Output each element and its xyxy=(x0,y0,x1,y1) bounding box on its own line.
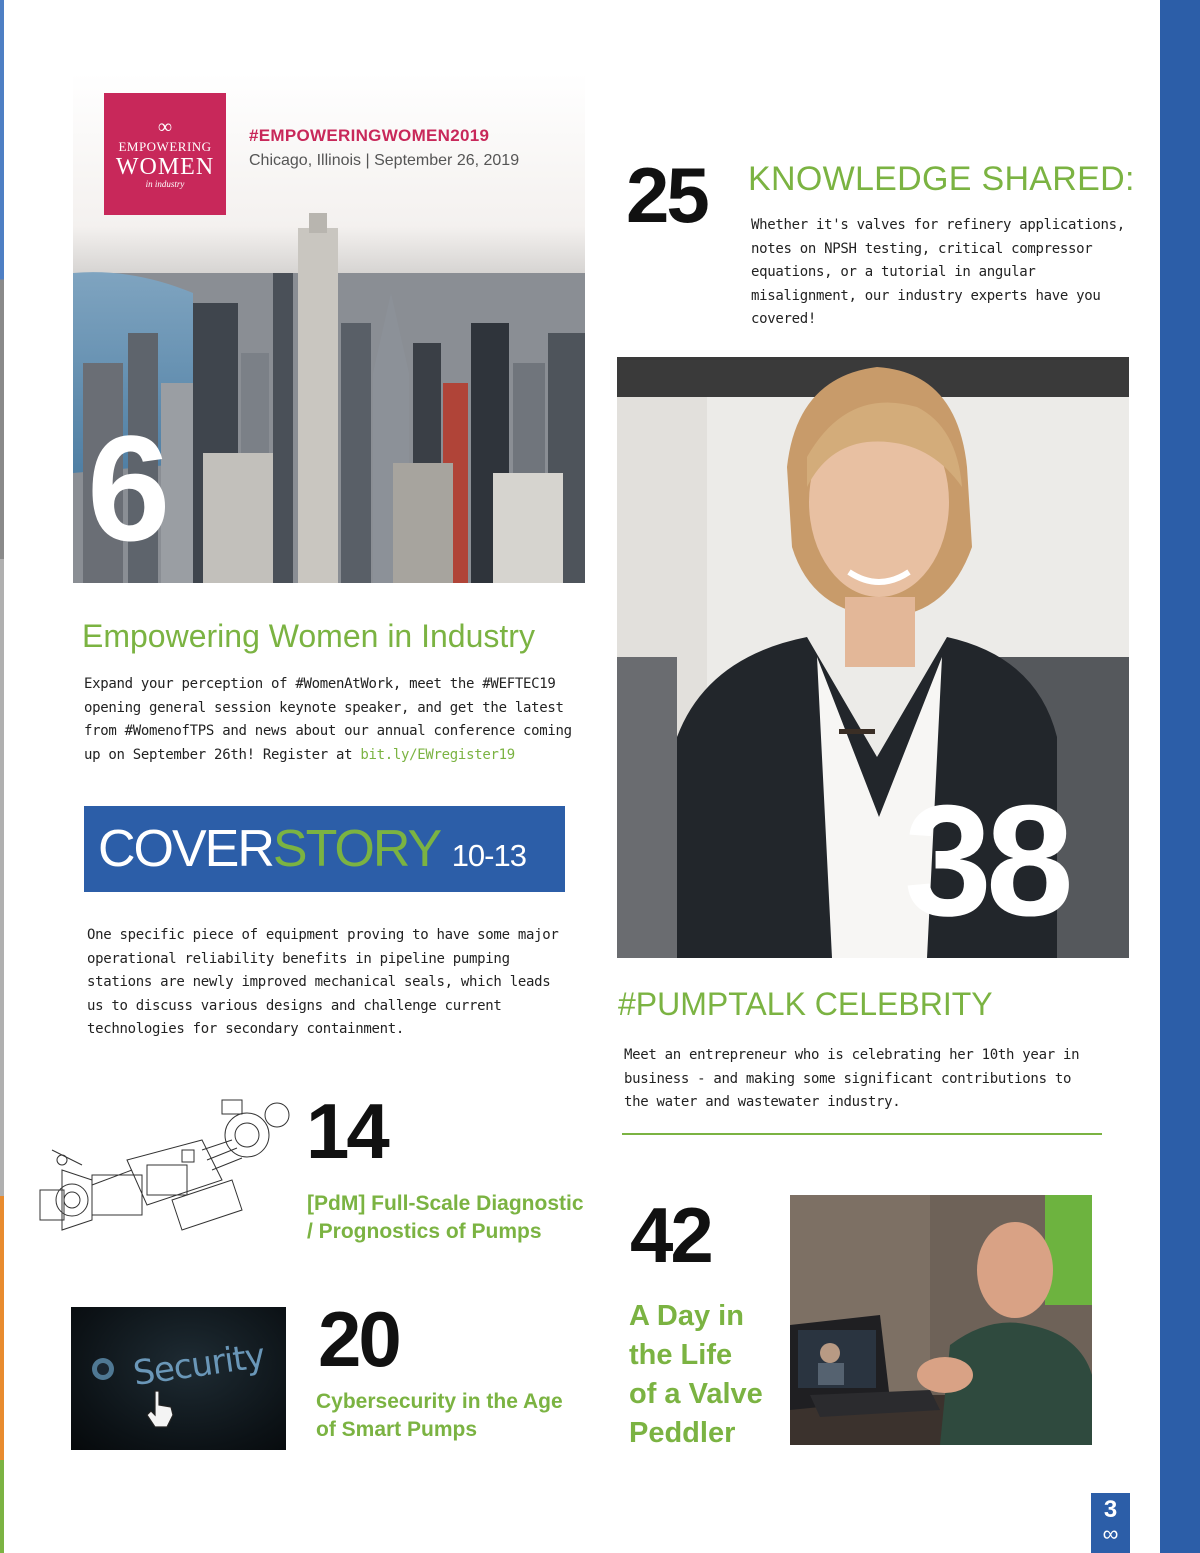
knowledge-shared-text: Whether it's valves for refinery applications, notes on NPSH testing, critical compressor equations, or a tutorial in angular misalignment, our industry experts have you covered! xyxy=(751,217,1125,327)
pdm-title-line-1: [PdM] Full-Scale Diagnostic xyxy=(307,1192,584,1215)
security-photo xyxy=(71,1307,286,1450)
left-edge-strip xyxy=(0,0,4,1553)
security-image-text: Security xyxy=(130,1336,267,1394)
page-number-42: 42 xyxy=(630,1191,711,1279)
cover-story-text: One specific piece of equipment proving to have some major operational reliability benefits in pipeline pumping stations are newly improved mechanical seals, which leads us to discuss various designs and challenge current technologies for secondary containment. xyxy=(87,927,559,1037)
cover-story-pages: 10-13 xyxy=(451,838,526,873)
pumptalk-celebrity-text: Meet an entrepreneur who is celebrating her 10th year in business - and making some significant contributions to the water and wastewater industry. xyxy=(624,1047,1080,1110)
valve-title-line-1: A Day in xyxy=(629,1300,744,1332)
valve-peddler-photo xyxy=(790,1195,1092,1445)
valve-title-line-4: Peddler xyxy=(629,1417,736,1449)
pdm-title-line-2: / Prognostics of Pumps xyxy=(307,1220,542,1243)
page-number: 3 xyxy=(1103,1496,1118,1523)
empowering-women-logo xyxy=(104,93,226,215)
valve-title-line-2: the Life xyxy=(629,1339,733,1371)
empowering-women-ad-image xyxy=(73,73,585,583)
cover-story-heading xyxy=(98,818,526,887)
page-number-6: 6 xyxy=(87,404,167,572)
cyber-title-line-1: Cybersecurity in the Age xyxy=(316,1390,563,1413)
ad-hashtag: #EMPOWERINGWOMEN2019 xyxy=(249,126,490,145)
page-number-38: 38 xyxy=(904,773,1068,949)
infinity-icon: ∞ xyxy=(1102,1521,1119,1546)
pump-sketch-illustration xyxy=(32,1090,302,1250)
infinity-icon: ∞ xyxy=(157,116,173,138)
story-word: STORY xyxy=(272,820,440,878)
cover-word: COVER xyxy=(98,820,273,878)
empowering-women-text xyxy=(84,673,584,767)
logo-line-empowering: EMPOWERING xyxy=(118,139,212,154)
page-number-25: 25 xyxy=(626,151,707,239)
ad-location-date: Chicago, Illinois | September 26, 2019 xyxy=(249,152,520,169)
cybersecurity-article-title[interactable] xyxy=(316,1388,563,1444)
logo-line-women: WOMEN xyxy=(115,154,215,180)
knowledge-shared-title: KNOWLEDGE SHARED: xyxy=(748,160,1135,198)
right-page-strip xyxy=(1160,0,1200,1553)
page-number-20: 20 xyxy=(318,1295,399,1383)
page-number-badge xyxy=(1091,1493,1130,1553)
valve-peddler-title[interactable] xyxy=(629,1297,763,1453)
empowering-women-body: Expand your perception of #WomenAtWork, meet the #WEFTEC19 opening general session keynote speaker, and get the latest from #WomenofTPS and news about our annual conference coming up on September 26th! Register at xyxy=(84,676,572,763)
section-divider xyxy=(622,1133,1102,1135)
page-number-14: 14 xyxy=(306,1087,387,1175)
man-at-laptop-illustration xyxy=(790,1195,1092,1445)
register-link[interactable]: bit.ly/EWregister19 xyxy=(360,746,515,763)
security-icon xyxy=(89,1355,117,1383)
logo-line-in-industry: in industry xyxy=(145,179,185,189)
hand-cursor-icon xyxy=(143,1389,177,1429)
pumptalk-celebrity-title: #PUMPTALK CELEBRITY xyxy=(618,986,993,1022)
cover-story-banner[interactable] xyxy=(84,806,565,892)
pdm-article-title[interactable] xyxy=(307,1190,584,1246)
empowering-women-title: Empowering Women in Industry xyxy=(82,618,535,654)
cyber-title-line-2: of Smart Pumps xyxy=(316,1418,478,1441)
valve-title-line-3: of a Valve xyxy=(629,1378,763,1410)
